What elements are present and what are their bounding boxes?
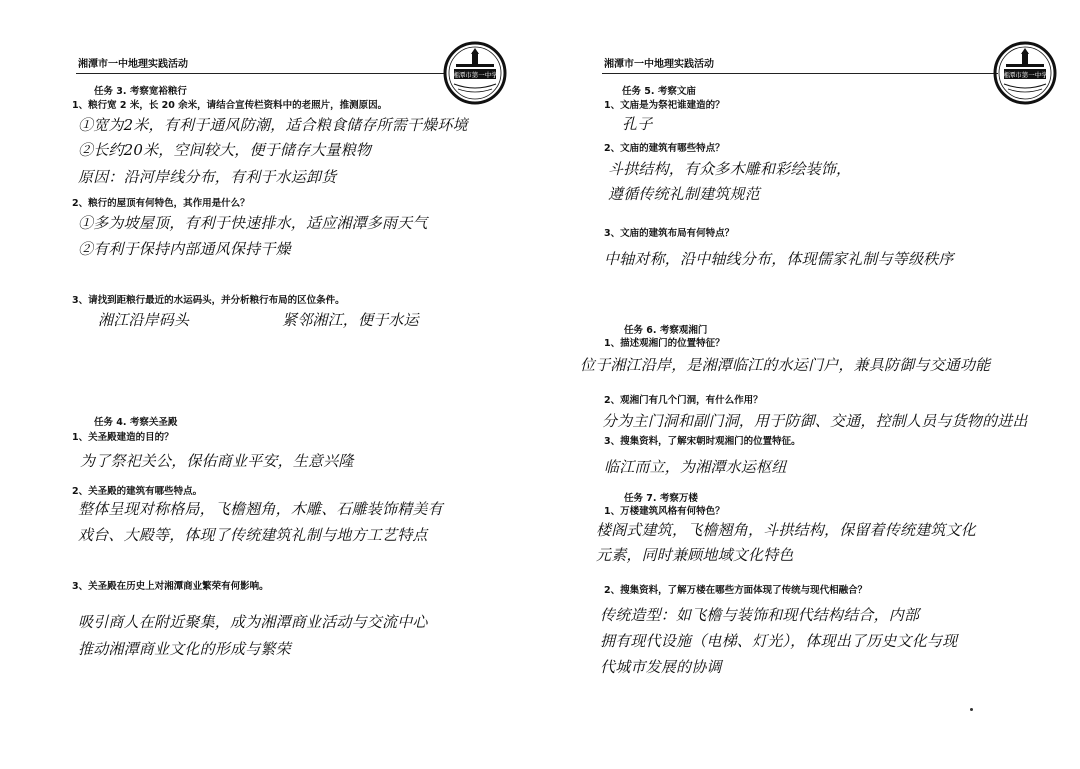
task3-q1: 1、粮行宽 2 米，长 20 余米，请结合宣传栏资料中的老照片，推测原因。 (72, 100, 388, 111)
school-logo-icon (992, 40, 1058, 106)
task7-a2-line2: 拥有现代设施（电梯、灯光），体现出了历史文化与现 (600, 632, 958, 650)
task3-a2-line2: ②有利于保持内部通风保持干燥 (78, 240, 291, 258)
header-title: 湘潭市一中地理实践活动 (604, 59, 714, 70)
task4-a2-line2: 戏台、大殿等，体现了传统建筑礼制与地方工艺特点 (78, 526, 428, 544)
header-title: 湘潭市一中地理实践活动 (78, 59, 188, 70)
task3-q2: 2、粮行的屋顶有何特色，其作用是什么？ (72, 198, 250, 209)
task6-q2: 2、观湘门有几个门洞，有什么作用？ (604, 395, 763, 406)
task3-a3-part2: 紧邻湘江，便于水运 (282, 311, 419, 329)
task5-q3: 3、文庙的建筑布局有何特点？ (604, 228, 735, 239)
task4-q2: 2、关圣殿的建筑有哪些特点。 (72, 486, 203, 497)
task5-a2-line1: 斗拱结构，有众多木雕和彩绘装饰， (608, 160, 852, 178)
scan-speck (970, 708, 973, 711)
task4-title: 任务 4. 考察关圣殿 (94, 417, 178, 428)
task7-a1-line2: 元素，同时兼顾地域文化特色 (596, 546, 794, 564)
task4-a1-line1: 为了祭祀关公，保佑商业平安，生意兴隆 (80, 452, 354, 470)
task3-q3: 3、请找到距粮行最近的水运码头，并分析粮行布局的区位条件。 (72, 295, 345, 306)
task6-a3-line1: 临江而立，为湘潭水运枢纽 (604, 458, 787, 476)
task5-a2-line2: 遵循传统礼制建筑规范 (608, 185, 761, 203)
task3-a1-line1: ①宽为2米，有利于通风防潮，适合粮食储存所需干燥环境 (78, 116, 468, 134)
task7-a2-line3: 代城市发展的协调 (600, 658, 722, 676)
task6-a2-line1: 分为主门洞和副门洞，用于防御、交通，控制人员与货物的进出 (602, 412, 1028, 430)
task6-title: 任务 6. 考察观湘门 (624, 325, 708, 336)
task3-title: 任务 3. 考察宽裕粮行 (94, 86, 187, 97)
logo-text: 湘潭市第一中学 (1002, 71, 1048, 79)
task7-q2: 2、搜集资料，了解万楼在哪些方面体现了传统与现代相融合？ (604, 585, 868, 596)
task7-a2-line1: 传统造型：如飞檐与装饰和现代结构结合，内部 (600, 606, 920, 624)
task3-a1-line3: 原因：沿河岸线分布，有利于水运卸货 (78, 168, 337, 186)
school-logo (992, 40, 1058, 106)
right-page (540, 0, 1080, 769)
task3-a1-line2: ②长约20米，空间较大，便于储存大量粮物 (78, 141, 372, 159)
task3-a3-part1: 湘江沿岸码头 (98, 311, 190, 329)
task4-q3: 3、关圣殿在历史上对湘潭商业繁荣有何影响。 (72, 581, 269, 592)
task5-title: 任务 5. 考察文庙 (622, 86, 696, 97)
task4-a3-line2: 推动湘潭商业文化的形成与繁荣 (78, 640, 291, 658)
task5-q1: 1、文庙是为祭祀谁建造的？ (604, 100, 725, 111)
header-rule (76, 73, 446, 74)
school-logo (442, 40, 508, 106)
task3-a2-line1: ①多为坡屋顶，有利于快速排水，适应湘潭多雨天气 (78, 214, 428, 232)
task6-q1: 1、描述观湘门的位置特征？ (604, 338, 725, 349)
task5-a1-line1: 孔子 (622, 115, 653, 133)
task7-title: 任务 7. 考察万楼 (624, 493, 698, 504)
header-rule (602, 73, 998, 74)
task7-a1-line1: 楼阁式建筑，飞檐翘角，斗拱结构，保留着传统建筑文化 (596, 521, 977, 539)
task7-q1: 1、万楼建筑风格有何特色？ (604, 506, 725, 517)
task6-q3: 3、搜集资料，了解宋朝时观湘门的位置特征。 (604, 436, 801, 447)
school-logo-icon (442, 40, 508, 106)
task4-a3-line1: 吸引商人在附近聚集，成为湘潭商业活动与交流中心 (78, 613, 428, 631)
task6-a1-line1: 位于湘江沿岸，是湘潭临江的水运门户，兼具防御与交通功能 (580, 356, 991, 374)
task5-a3-line1: 中轴对称，沿中轴线分布，体现儒家礼制与等级秩序 (604, 250, 954, 268)
task4-a2-line1: 整体呈现对称格局，飞檐翘角，木雕、石雕装饰精美有 (78, 500, 443, 518)
task5-q2: 2、文庙的建筑有哪些特点？ (604, 143, 725, 154)
logo-text: 湘潭市第一中学 (452, 71, 498, 79)
task4-q1: 1、关圣殿建造的目的？ (72, 432, 174, 443)
